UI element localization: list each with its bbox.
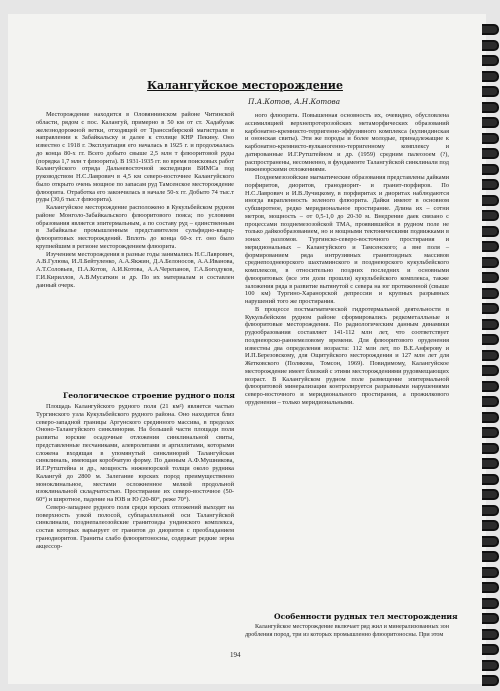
binding-ring (482, 489, 499, 500)
binding-ring (482, 102, 499, 113)
binding-ring (482, 148, 499, 159)
text-column-left-lower (36, 403, 234, 550)
binding-ring (482, 536, 499, 547)
binding-ring (482, 644, 499, 655)
paragraph-researchers: Изучением месторождения в разные годы занимались Н.С.Лаврович, А.В.Гулюва, И.Л.Бейтуленко, А.А.Якжин, Д.А.Белоносов, А.А.Иванова, А.Т.Соловьев, П.А.Котов, А.И.Котова, А.А.Черепанов, Г.А.Богодуков, Г.И.Кириллов, А.В.Мусаткин и др. По их материалам и составлен данный очерк. (36, 250, 234, 289)
binding-ring (482, 505, 499, 516)
binding-ring (482, 319, 499, 330)
binding-ring (482, 334, 499, 345)
binding-ring (482, 629, 499, 640)
paragraph-fluorite-continued: ного флюорита. Повышенная основность их, очевидно, обусловлена ассимиляцией верхнепротерозойских метаморфических образований карбонатно-кремнисто-терригенно-эффузивного комплекса (кулиндинская и ононская свиты). Эти же породы и более молодые, принадлежащие к карбонатно-кремнисто-вулканогенно-терригенному комплексу и датированные И.Г.Рутштейном и др. (1959) средним палеозоем (?), распространены, несомненно, в фундаменте Талангуйской синклинали под нижнеюрскими отложениями. (245, 112, 449, 174)
binding-ring (482, 164, 499, 175)
binding-ring (482, 303, 499, 314)
binding-ring (482, 474, 499, 485)
binding-ring (482, 582, 499, 593)
text-column-left (36, 111, 234, 289)
binding-ring (482, 458, 499, 469)
binding-ring (482, 195, 499, 206)
paragraph-granitoids: Северо-западнее рудного поля среди юрских отложений выходят на поверхность узкой полосой, субпараллельной оси Талангуйской синклинали, позднепалеозойские гранитоиды ундинского комплекса, состав которых варьирует от гранитов до диоритов с преобладанием гранодиоритов. Граниты слабо флюоритоносны, содержат редкие зерна акцессор- (36, 503, 234, 550)
binding-ring (482, 24, 499, 35)
binding-ring (482, 365, 499, 376)
paragraph-ore-bodies: Калангуйское месторождение включает ряд жил и минерализованных зон дробления пород, три из которых промышленно флюоритоносны. При этом (245, 624, 449, 638)
binding-ring (482, 117, 499, 128)
binding-ring (482, 598, 499, 609)
binding-ring (482, 675, 499, 686)
text-column-right (245, 112, 449, 407)
binding-ring (482, 443, 499, 454)
binding-ring (482, 350, 499, 361)
binding-ring (482, 40, 499, 51)
binding-ring (482, 86, 499, 97)
binding-ring (482, 226, 499, 237)
article-authors: П.А.Котов, А.Н.Котова (248, 97, 340, 106)
binding-ring (482, 241, 499, 252)
binding-ring (482, 412, 499, 423)
binding-ring (482, 520, 499, 531)
text-column-right-lower (245, 624, 449, 639)
binding-ring (482, 427, 499, 438)
binding-ring (482, 179, 499, 190)
article-title: Калангуйское месторождение (147, 79, 343, 92)
paragraph-magmatism: Позднемезозойские магматические образования представлены дайками порфиритов, диоритов, гранодиорит- и гранит-порфиров. По Н.С.Лаврович и И.В.Лучицкому, в порфиритах и диоритах наблюдаются иногда вкрапленность зеленого флюорита. Дайки имеют в основном субширотное, редко меридиональное простирание. Длина их – сотни метров, мощность – от 0,5-1,0 до 20-30 м. Внедрение даек связано с процессами позднемезозойской ТМА, проявившейся в рудном поле не только дайкообразованием, но и мощными тектоническими подвижками в зонах разломов. Тургинско-северо-восточного простирания и меридиональных – Калангуйского и Тамсенского; а вне поля – формированием ряда интрузивных гранитоидных массивов среднепозднеюрского шахтаминского и позднеюрского кукульбейского комплексов, в относительно поздних последних и основными флюоритовых (все эти доли прошли) кукульбейского комплекса, также заложения ряда в развитие вытянутой с севера на юг протяженной (свыше 100 км) Тургино-Харанорской депрессии и крупных разрывных нарушений того же простирания. (245, 174, 449, 305)
binding-ring (482, 272, 499, 283)
binding-ring (482, 257, 499, 268)
binding-ring (482, 381, 499, 392)
binding-ring (482, 55, 499, 66)
binding-ring (482, 133, 499, 144)
binding-ring (482, 567, 499, 578)
binding-ring (482, 613, 499, 624)
paragraph-ore-field: Площадь Калангуйского рудного поля (21 км²) является частью Тургинского узла Кукульбейского рудного района. Оно находится близ северо-западной границы Аргунского срединного массива, в пределах Ононо-Талангуйского синклинория. На большей части площади поля развиты юрские осадочные отложения синклинальной свиты, представленные песчаниками, алевролитами и аргиллитами, которыми сложена входящая в упомянутый синклинорий Талангуйская синклиналь, имеющая коробчатую форму. По данным А.Ф.Мушникова, И.Г.Рутштейна и др., мощность нижнеюрской толщи около рудника Калангуй до 2800 м. Залегание юрских пород преимущественно моноклинальное, местами осложненное мелкой продольной изоклинальной складчатостью. Простирание их северо-восточное (50-60°) и широтное, падение на ЮВ и Ю (20-80°, реже 70°). (36, 403, 234, 503)
binding-ring (482, 288, 499, 299)
paragraph-location: Калангуйское месторождение расположено в Кукульбейском рудном районе Монголо-Забайкальского флюоритового пояса; по условиям образования является эпитермальным, а по составу руд – единственным в Забайкалье промышленным представителем сульфидно-кварц-флюоритовых месторождений. Вплоть до конца 60-х гг. оно было крупнейшим в регионе месторождением флюорита. (36, 204, 234, 250)
paragraph-hydrothermal: В процессе постмагматической гидротермальной деятельности в Кукульбейском рудном районе сформировались редкометалльные и флюоритовые месторождения. По радиологическим данным динамики рудообразования составляет 141-112 млн лет, что соответствует позднеюрско-раннемеловому времени. Для флюоритового оруденения известны два определения возраста: 112 млн лет, по В.Е.Анферову и И.П.Березовскому, для Ощитуйского месторождения и 127 млн лет для Жетковского (Полякова, Томсон, 1969). Повидимому, Калангуйское месторождение имеет близкий с этими месторождениями рудовмещающих возраст. В Калангуйском рудном поле размещение эпитермальной флюоритовой минерализации контролируется разрывными нарушениями северо-восточного и меридионального простирания, а прожилкового оруденения – только меридиональными. (245, 305, 449, 406)
section-heading-geology: Геологическое строение рудного поля (63, 391, 235, 400)
binding-ring (482, 396, 499, 407)
paragraph-intro: Месторождение находится в Оловяннинском районе Читинской области, рядом с пос. Калангуй, примерно в 50 км от ст. Хадабулак железнодорожной ветки, отходящей от Транссибирской магистрали в направлении к Забайкальску и далее к столице КНР Пекину. Оно известно с 1918 г. Эксплуатация его началась в 1925 г. и продолжалась до конца 80-х гг. Всего добыто свыше 2,5 млн т флюоритовой руды (порядка 1,7 млн т флюорита). В 1931-1935 гг. во время поисковых работ Калангуйского отряда Дальневосточной экспедиции ВИМСа под руководством Н.С.Лаврович в 4,5 км северо-восточнее Калангуйского было открыто очень мощное по запасам руд Тамсенское месторождение флюорита. Отработка его закончилась в начале 50-х гг. Добыто 74 тыс.т руды (30,6 тыс.т флюорита). (36, 111, 234, 204)
spiral-binding (482, 0, 500, 691)
binding-ring (482, 551, 499, 562)
binding-ring (482, 660, 499, 671)
page-number: 194 (230, 651, 241, 659)
binding-ring (482, 71, 499, 82)
binding-ring (482, 210, 499, 221)
section-heading-ore-bodies: Особенности рудных тел месторождения (274, 612, 458, 621)
